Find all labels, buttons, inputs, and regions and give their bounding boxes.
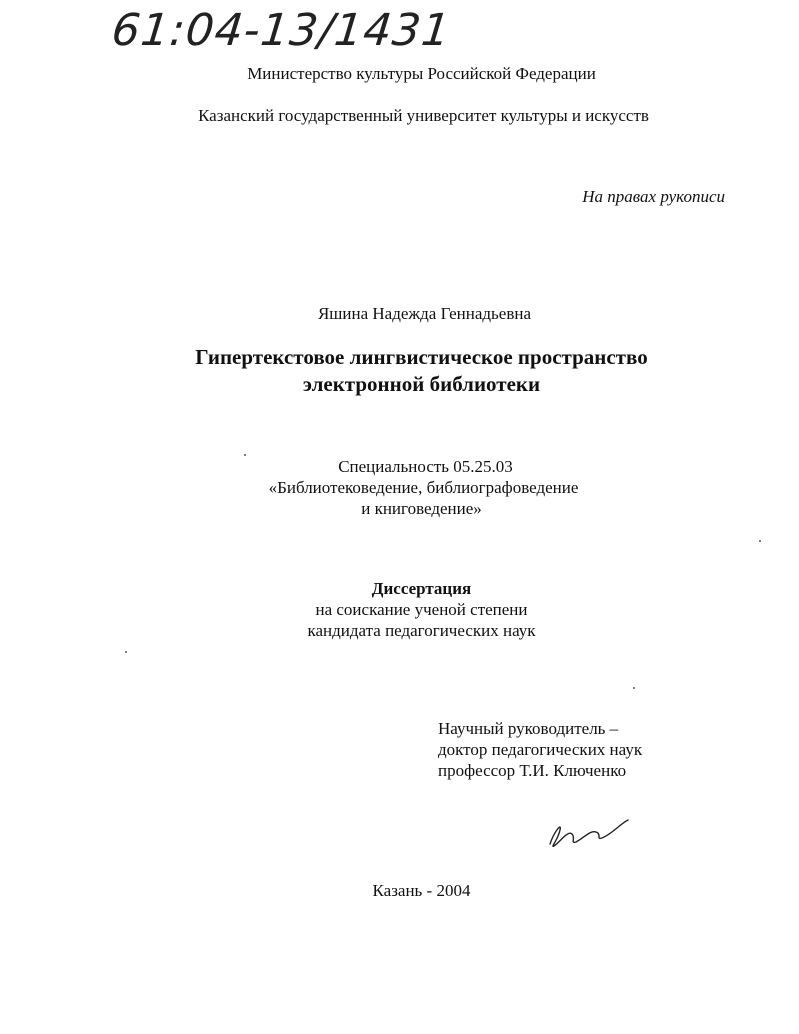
degree-line-1: на соискание ученой степени	[315, 600, 528, 619]
advisor-signature	[540, 800, 640, 860]
advisor-degree: доктор педагогических наук	[438, 740, 643, 759]
specialty-name-line-1: «Библиотековедение, библиографоведение	[268, 478, 579, 497]
degree-line-2: кандидата педагогических наук	[307, 621, 536, 640]
registration-code: 61:04-13/1431	[109, 5, 454, 56]
scan-speck	[125, 651, 127, 653]
scan-speck	[759, 540, 761, 542]
city-year: Казань - 2004	[372, 881, 471, 900]
manuscript-rights-note: На правах рукописи	[582, 187, 725, 206]
ministry-line: Министерство культуры Российской Федерации	[247, 64, 596, 83]
dissertation-title-line-1: Гипертекстовое лингвистическое пространство	[195, 345, 648, 369]
specialty-code: Специальность 05.25.03	[338, 457, 513, 476]
specialty-name-line-2: и книговедение»	[361, 499, 482, 518]
scan-speck	[244, 454, 246, 456]
university-line: Казанский государственный университет культуры и искусств	[198, 106, 649, 125]
author-name: Яшина Надежда Геннадьевна	[317, 304, 532, 323]
advisor-label: Научный руководитель –	[438, 719, 619, 738]
dissertation-heading: Диссертация	[371, 579, 472, 598]
scan-speck	[633, 687, 635, 689]
dissertation-title-line-2: электронной библиотеки	[302, 372, 541, 396]
advisor-name: профессор Т.И. Ключенко	[438, 761, 627, 780]
